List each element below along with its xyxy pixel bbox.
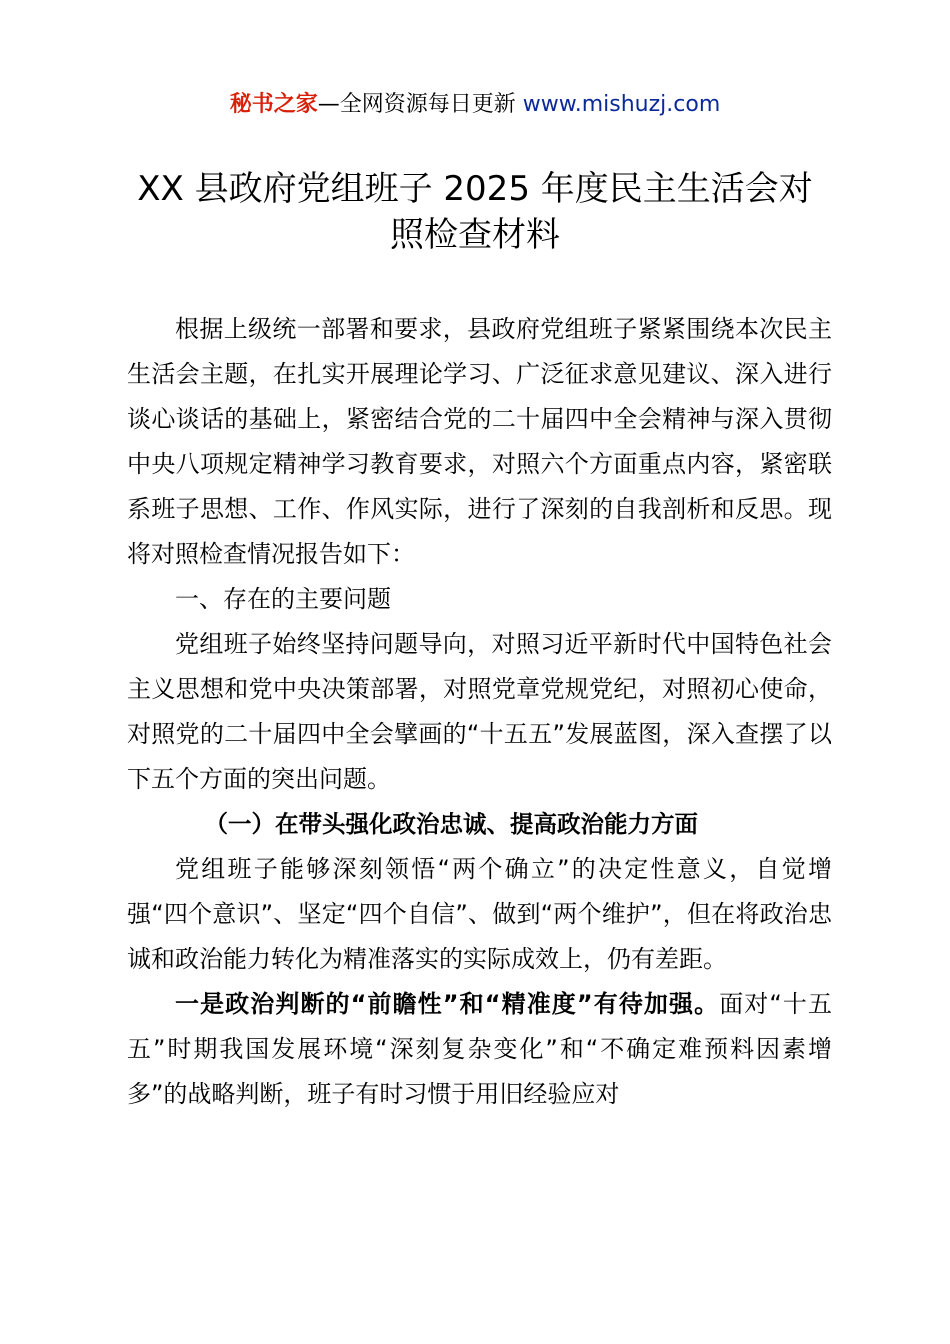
site-url-link[interactable]: www.mishuzj.com	[522, 92, 721, 117]
point-1-lead: 一是政治判断的“前瞻性”和“精准度”有待加强。	[175, 990, 720, 1018]
heading-main-problems: 一、存在的主要问题	[175, 585, 391, 613]
intro-paragraph: 根据上级统一部署和要求，县政府党组班子紧紧围绕本次民主生活会主题，在扎实开展理论学习、广泛征求意见建议、深入进行谈心谈话的基础上，紧密结合党的二十届四中全会精神与深入贯彻中央八项规定精神学习教育要求，对照六个方面重点内容，紧密联系班子思想、工作、作风实际，进行了深刻的自我剖析和反思。现将对照检查情况报告如下：	[127, 315, 832, 568]
site-slogan: —全网资源每日更新	[317, 92, 523, 117]
document-body	[127, 307, 832, 1117]
point-1-paragraph	[127, 982, 832, 1117]
section-heading-political-loyalty: （一）在带头强化政治忠诚、提高政治能力方面	[204, 810, 699, 838]
site-header	[0, 88, 950, 122]
section-1-paragraph: 党组班子能够深刻领悟“两个确立”的决定性意义，自觉增强“四个意识”、坚定“四个自信”、做到“两个维护”，但在将政治忠诚和政治能力转化为精准落实的实际成效上，仍有差距。	[127, 855, 832, 973]
problems-overview-paragraph: 党组班子始终坚持问题导向，对照习近平新时代中国特色社会主义思想和党中央决策部署，对照党章党规党纪，对照初心使命，对照党的二十届四中全会擘画的“十五五”发展蓝图，深入查摆了以下五个方面的突出问题。	[127, 630, 832, 793]
point-1-text: 面对“十五五”时期我国发展环境“深刻复杂变化”和“不确定难预料因素增多”的战略判断，班子有时习惯于用旧经验应对	[127, 990, 833, 1108]
document-title	[0, 166, 950, 258]
document-title-line-1: XX 县政府党组班子 2025 年度民主生活会对	[137, 169, 813, 209]
document-title-line-2: 照检查材料	[390, 215, 560, 255]
site-brand: 秘书之家	[229, 92, 318, 117]
